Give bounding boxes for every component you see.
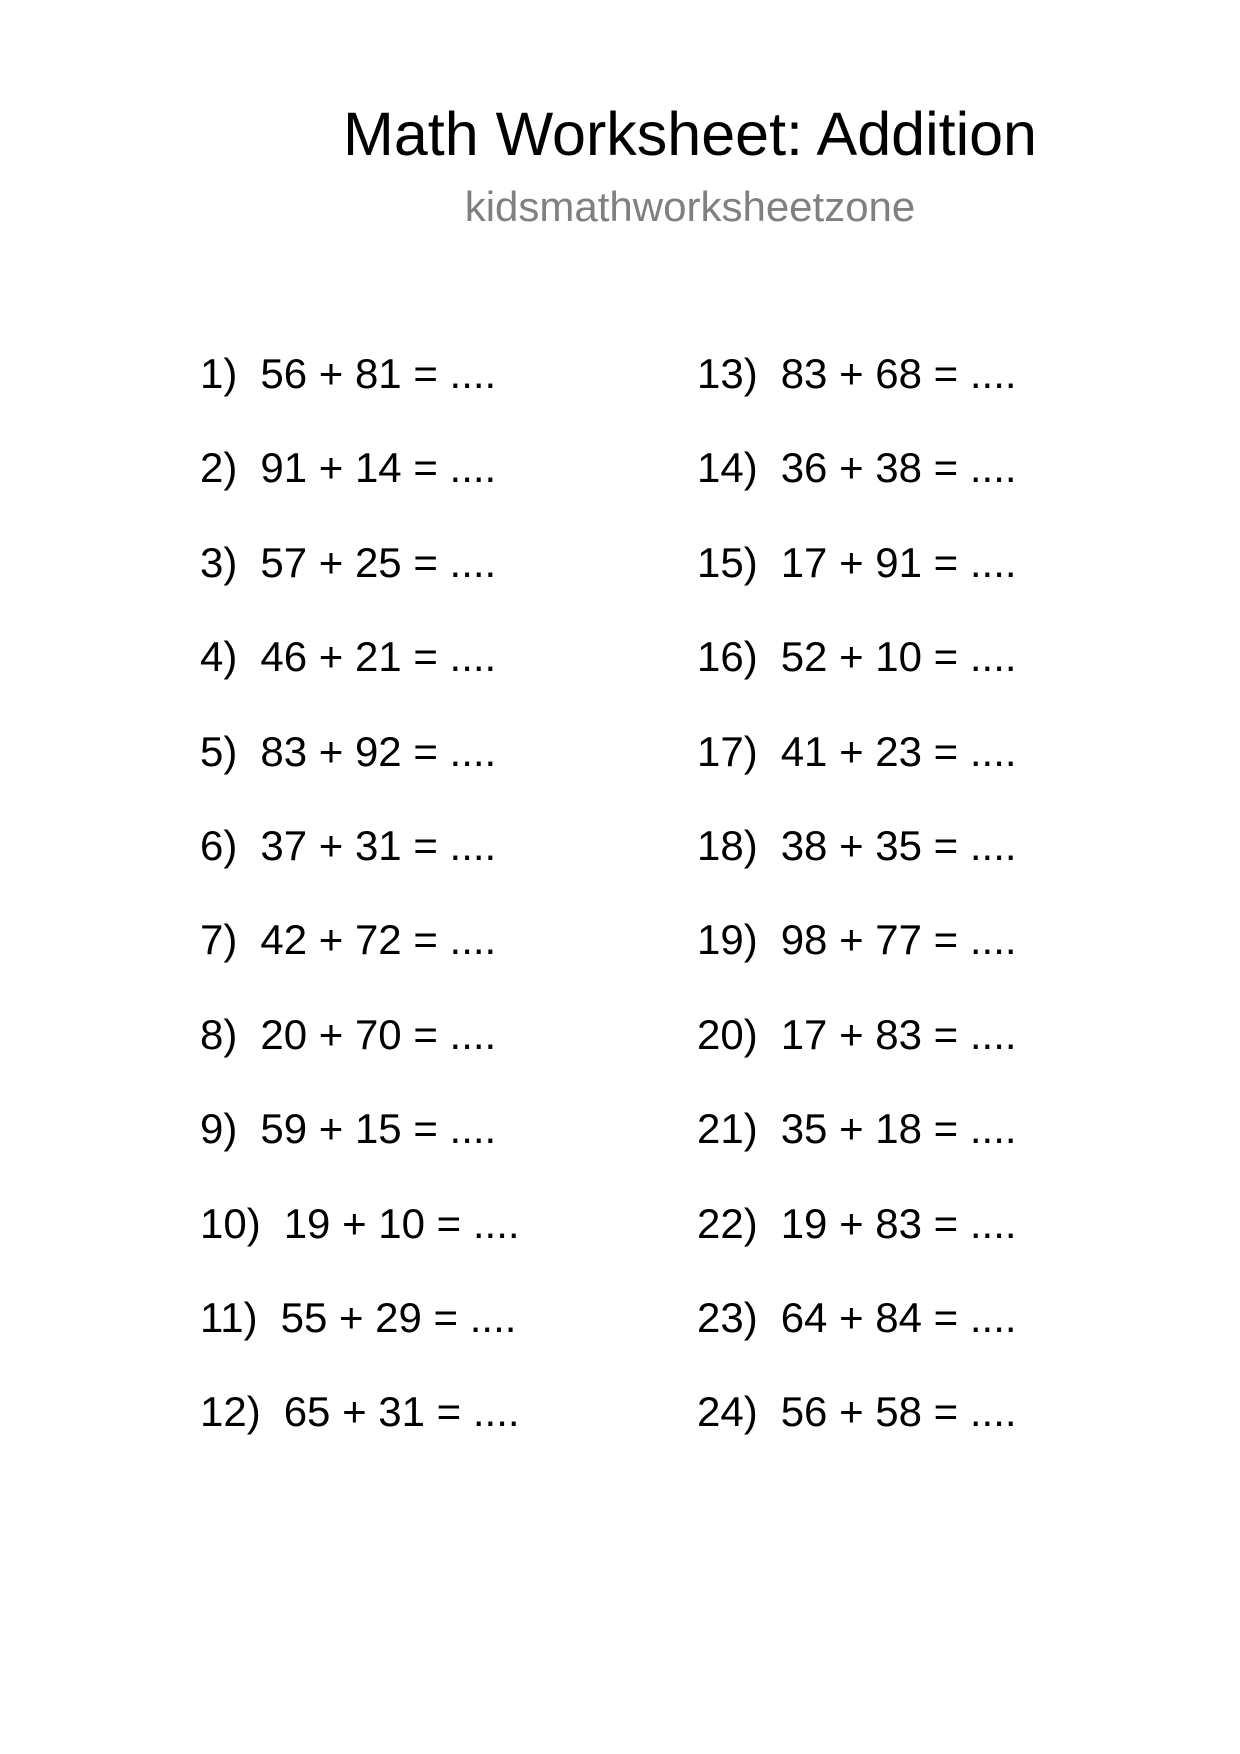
problem-number: 10) [200, 1199, 261, 1247]
problem-4 [200, 632, 520, 726]
problem-expression: 83 + 68 = .... [780, 350, 1017, 397]
problem-24 [697, 1387, 1017, 1481]
problem-number: 16) [697, 633, 758, 681]
problem-expression: 41 + 23 = .... [780, 727, 1017, 775]
page-subtitle: kidsmathworksheetzone [464, 183, 916, 230]
problem-11 [200, 1293, 520, 1387]
problem-expression: 20 + 70 = .... [260, 1010, 497, 1058]
problem-9 [200, 1104, 520, 1198]
problem-number: 19) [697, 916, 758, 964]
problem-expression: 59 + 15 = .... [260, 1105, 497, 1153]
problem-8 [200, 1010, 520, 1104]
problem-number: 14) [697, 444, 758, 492]
page-title: Math Worksheet: Addition [343, 100, 1037, 168]
problem-expression: 98 + 77 = .... [780, 916, 1017, 964]
problem-number: 24) [697, 1388, 758, 1436]
problem-expression: 17 + 83 = .... [780, 1010, 1017, 1058]
problem-number: 4) [200, 633, 238, 681]
problem-expression: 42 + 72 = .... [260, 916, 497, 964]
problem-1 [200, 349, 520, 443]
problem-number: 6) [200, 821, 238, 869]
problem-20 [697, 1010, 1017, 1104]
problem-number: 2) [200, 444, 238, 492]
problem-17 [697, 727, 1017, 821]
problem-expression: 37 + 31 = .... [260, 821, 497, 869]
problem-column-left [200, 349, 520, 1482]
problem-number: 7) [200, 916, 238, 964]
problem-expression: 65 + 31 = .... [283, 1388, 520, 1436]
problem-7 [200, 915, 520, 1009]
problem-expression: 19 + 10 = .... [283, 1199, 520, 1247]
problem-15 [697, 538, 1017, 632]
problem-number: 8) [200, 1010, 238, 1058]
problem-19 [697, 915, 1017, 1009]
problem-expression: 56 + 58 = .... [780, 1388, 1017, 1436]
problem-number: 9) [200, 1105, 238, 1153]
problem-expression: 57 + 25 = .... [260, 538, 497, 586]
problem-number: 1) [200, 350, 238, 397]
problem-number: 15) [697, 538, 758, 586]
problem-number: 21) [697, 1105, 758, 1153]
problem-21 [697, 1104, 1017, 1198]
problem-13 [697, 349, 1017, 443]
problem-14 [697, 443, 1017, 537]
problem-number: 5) [200, 727, 238, 775]
problem-number: 20) [697, 1010, 758, 1058]
problem-column-right [697, 349, 1017, 1482]
problem-number: 23) [697, 1293, 758, 1341]
problem-23 [697, 1293, 1017, 1387]
problem-number: 22) [697, 1199, 758, 1247]
problem-expression: 83 + 92 = .... [260, 727, 497, 775]
problem-expression: 19 + 83 = .... [780, 1199, 1017, 1247]
problem-3 [200, 538, 520, 632]
problem-expression: 35 + 18 = .... [780, 1105, 1017, 1153]
problem-expression: 38 + 35 = .... [780, 821, 1017, 869]
problem-number: 17) [697, 727, 758, 775]
problem-expression: 36 + 38 = .... [780, 444, 1017, 492]
problem-number: 18) [697, 821, 758, 869]
problem-number: 3) [200, 538, 238, 586]
problem-expression: 64 + 84 = .... [780, 1293, 1017, 1341]
problem-expression: 17 + 91 = .... [780, 538, 1017, 586]
problem-6 [200, 821, 520, 915]
problem-expression: 56 + 81 = .... [260, 350, 497, 397]
problem-number: 13) [697, 350, 758, 397]
problem-18 [697, 821, 1017, 915]
problem-2 [200, 443, 520, 537]
problem-expression: 55 + 29 = .... [280, 1293, 517, 1341]
problem-5 [200, 727, 520, 821]
problem-10 [200, 1199, 520, 1293]
problem-expression: 52 + 10 = .... [780, 633, 1017, 681]
problem-expression: 46 + 21 = .... [260, 633, 497, 681]
problem-number: 11) [200, 1293, 258, 1341]
problem-number: 12) [200, 1388, 261, 1436]
problem-22 [697, 1199, 1017, 1293]
problem-expression: 91 + 14 = .... [260, 444, 497, 492]
problem-16 [697, 632, 1017, 726]
problem-12 [200, 1387, 520, 1481]
